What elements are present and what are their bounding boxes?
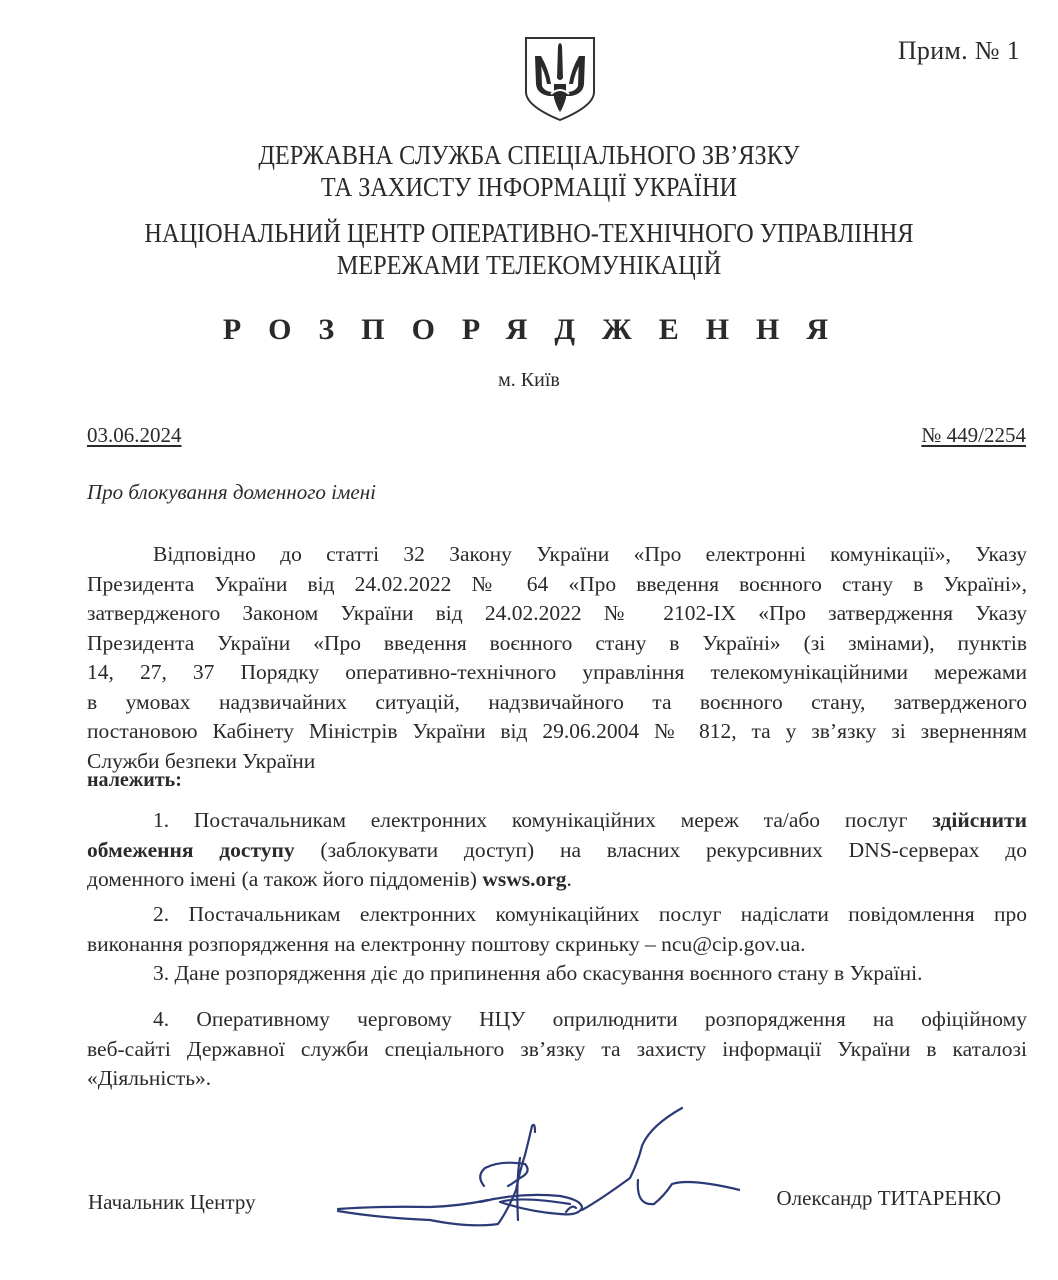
signatory-name: Олександр ТИТАРЕНКО [776,1186,1001,1210]
order-item-1-text: 1. Постачальникам електронних комунікаційних мереж та/або послуг [153,808,908,832]
handwritten-signature [320,1100,740,1230]
ordains-label: належить: [87,769,182,791]
order-item-2 [87,900,1027,959]
blocked-domain: wsws.org [482,867,567,891]
document-city: м. Київ [498,369,560,391]
document-date: 03.06.2024 [87,423,182,447]
order-item-4-line: «Діяльність». [87,1066,212,1090]
appendix-label: Прим. № 1 [897,36,1020,65]
order-item-1-text: (заблокувати доступ) на власних рекурсивних DNS-серверах до [320,837,1028,862]
order-item-1 [87,806,1027,895]
preamble-line: в умовах надзвичайних ситуацій, надзвичайного та воєнного стану, затвердженого [87,689,1027,714]
agency-name [53,139,1005,203]
order-item-1-line [87,865,1027,895]
trident-coat-of-arms-icon [521,34,599,122]
order-item-1-line [87,806,1027,836]
preamble-line: затвердженого Законом України від 24.02.2022 № 2102-IX «Про затвердження Указу [87,601,1027,625]
order-item-3 [87,959,1027,989]
center-name-line-1: НАЦІОНАЛЬНИЙ ЦЕНТР ОПЕРАТИВНО-ТЕХНІЧНОГО УПРАВЛІННЯ [144,218,914,248]
preamble-line: 14, 27, 37 Порядку оперативно-технічного управління телекомунікаційними мережами [87,660,1027,684]
order-item-2-line: виконання розпорядження на електронну поштову скриньку – ncu@cip.gov.ua. [87,931,806,956]
order-item-1-bold: обмеження доступу [87,837,295,862]
order-item-1-line [87,836,1027,866]
order-item-4-line: 4. Оперативному черговому НЦУ оприлюднити розпорядження на офіційному [153,1007,1027,1031]
order-item-4 [87,1005,1027,1094]
signatory-title: Начальник Центру [88,1190,256,1214]
agency-name-line-1: ДЕРЖАВНА СЛУЖБА СПЕЦІАЛЬНОГО ЗВ’ЯЗКУ [258,140,800,170]
order-item-4-line: веб-сайті Державної служби спеціального зв’язку та захисту інформації України в каталозі [87,1036,1027,1061]
order-item-1-bold: здійснити [932,808,1028,832]
center-name [53,217,1005,281]
order-item-3-line: 3. Дане розпорядження діє до припинення або скасування воєнного стану в Україні. [153,961,923,985]
agency-name-line-2: ТА ЗАХИСТУ ІНФОРМАЦІЇ УКРАЇНИ [320,172,738,202]
preamble-paragraph [87,540,1027,776]
document-number: № 449/2254 [921,423,1026,447]
preamble-line: Відповідно до статті 32 Закону України «Про електронні комунікації», Указу [153,542,1027,566]
order-item-1-text: . [566,867,572,891]
preamble-line: Служби безпеки України [87,748,316,773]
preamble-line: Президента України від 24.02.2022 № 64 «Про введення воєнного стану в Україні», [87,571,1027,596]
document-subject: Про блокування доменного імені [87,480,376,504]
preamble-line: Президента України «Про введення воєнного стану в Україні» (зі змінами), пунктів [87,630,1027,655]
order-item-2-line: 2. Постачальникам електронних комунікаційних послуг надіслати повідомлення про [153,902,1027,926]
preamble-line: постановою Кабінету Міністрів України від 29.06.2004 № 812, та у зв’язку зі зверненням [87,719,1027,743]
document-type-title: РОЗПОРЯДЖЕННЯ [222,313,856,346]
order-item-1-text: доменного імені (а також його піддоменів) [87,867,477,891]
center-name-line-2: МЕРЕЖАМИ ТЕЛЕКОМУНІКАЦІЙ [336,250,722,280]
